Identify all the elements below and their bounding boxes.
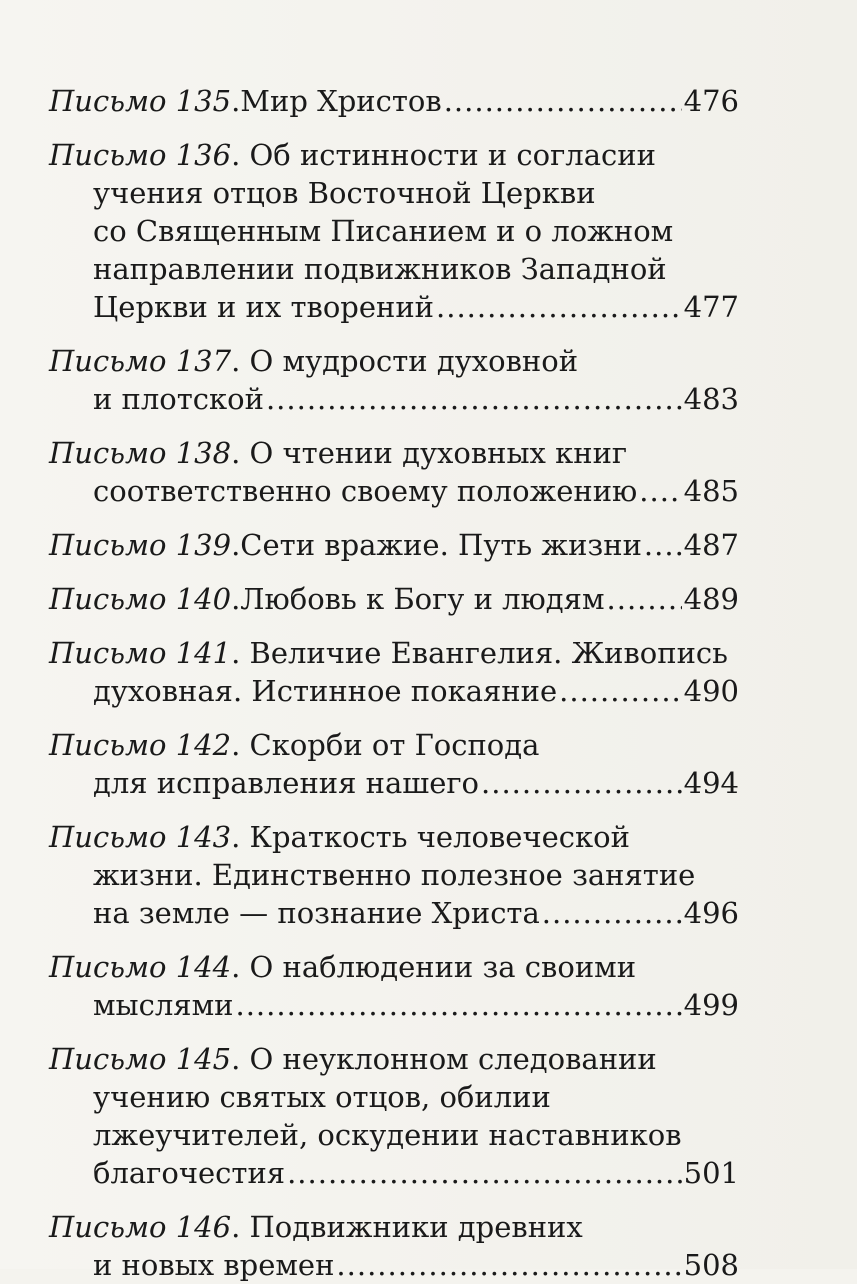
toc-entry-line: [49, 986, 739, 1024]
entry-title: жизни. Единственно полезное занятие: [93, 858, 696, 892]
entry-title: Сети вражие. Путь жизни: [240, 528, 642, 562]
letter-label: Письмо 143: [49, 820, 232, 854]
toc-entry-line: Письмо 137. О мудрости духовной: [49, 344, 579, 378]
toc-entry-line: [49, 764, 739, 802]
letter-label: Письмо 139: [49, 528, 232, 562]
toc-entry-line: Письмо 141. Величие Евангелия. Живопись: [49, 636, 728, 670]
page-number: 494: [683, 766, 739, 800]
toc-entry-line: [49, 1116, 739, 1154]
page-number: 499: [683, 988, 739, 1022]
page-number: 487: [683, 528, 739, 562]
toc-entry: [49, 82, 739, 120]
entry-title: на земле — познание Христа: [93, 896, 540, 930]
entry-title: лжеучителей, оскудении наставников: [93, 1118, 682, 1152]
dot-leader: [235, 986, 681, 1024]
entry-title: О чтении духовных книг: [249, 436, 628, 470]
entry-title: и плотской: [93, 382, 264, 416]
toc-entry-line: Письмо 138. О чтении духовных книг: [49, 436, 628, 470]
letter-label: Письмо 138: [49, 436, 232, 470]
toc-entry-line: Письмо 140 . Любовь к Богу и людям ..... 489: [49, 580, 739, 618]
page-number: 501: [683, 1156, 739, 1190]
toc-entry-line: [49, 288, 739, 326]
page-number: 476: [683, 84, 739, 118]
entry-title: направлении подвижников Западной: [93, 252, 667, 286]
page-number: 496: [683, 896, 739, 930]
page-number: 485: [683, 474, 739, 508]
entry-title: Мир Христов: [240, 84, 442, 118]
dot-leader: [266, 380, 682, 418]
entry-title: учению святых отцов, обилии: [93, 1080, 551, 1114]
toc-entry: [49, 434, 739, 510]
entry-title: мыслями: [93, 988, 234, 1022]
dot-leader: [542, 894, 682, 932]
letter-label: Письмо 146: [49, 1210, 232, 1244]
page-number: 483: [683, 382, 739, 416]
dot-leader: [444, 82, 682, 120]
toc-entry-line: [49, 472, 739, 510]
letter-label: Письмо 144: [49, 950, 232, 984]
toc-entry-line: Письмо 146. Подвижники древних: [49, 1210, 583, 1244]
letter-label: Письмо 140: [49, 582, 232, 616]
toc-entry-line: [49, 212, 739, 250]
letter-label: Письмо 135: [49, 84, 232, 118]
dot-leader: [559, 672, 682, 710]
toc-entry-line: [49, 672, 739, 710]
entry-title: Скорби от Господа: [249, 728, 540, 762]
toc-entry: [49, 526, 739, 564]
toc-entry-line: [49, 1078, 739, 1116]
toc-entry-line: [49, 1154, 739, 1192]
page-number: 490: [683, 674, 739, 708]
letter-label: Письмо 141: [49, 636, 232, 670]
dot-leader: [607, 580, 682, 618]
entry-title: О неуклонном следовании: [249, 1042, 657, 1076]
dot-leader: [644, 526, 682, 564]
toc-entry-line: Письмо 139 . Сети вражие. Путь жизни ..... 487: [49, 526, 739, 564]
entry-title: О мудрости духовной: [249, 344, 579, 378]
dot-leader: [481, 764, 682, 802]
toc-entry-line: [49, 856, 739, 894]
page-number: 508: [683, 1248, 739, 1282]
toc-entry-line: Письмо 145. О неуклонном следовании: [49, 1042, 657, 1076]
toc-entry-line: Письмо 143. Краткость человеческой: [49, 820, 630, 854]
toc-entry: [49, 136, 739, 326]
entry-title: О наблюдении за своими: [249, 950, 637, 984]
entry-title: Подвижники древних: [249, 1210, 583, 1244]
toc-entry-line: Письмо 135 . Мир Христов ..... 476: [49, 82, 739, 120]
page-number: 477: [683, 290, 739, 324]
toc-entry-line: [49, 380, 739, 418]
entry-title: Об истинности и согласии: [249, 138, 656, 172]
dot-leader: [336, 1246, 681, 1284]
entry-title: Краткость человеческой: [249, 820, 630, 854]
entry-title: для исправления нашего: [93, 766, 480, 800]
toc-entry: [49, 1040, 739, 1192]
entry-title: учения отцов Восточной Церкви: [93, 176, 596, 210]
toc-entry-line: Письмо 144. О наблюдении за своими: [49, 950, 637, 984]
letter-label: Письмо 137: [49, 344, 232, 378]
toc-entry: [49, 1208, 739, 1284]
entry-title: соответственно своему положению: [93, 474, 638, 508]
toc-entry: [49, 818, 739, 932]
toc-entry-line: [49, 174, 739, 212]
entry-title: Церкви и их творений: [93, 290, 435, 324]
entry-title: духовная. Истинное покаяние: [93, 674, 558, 708]
toc-entry: [49, 948, 739, 1024]
entry-title: благочестия: [93, 1156, 286, 1190]
entry-title: и новых времен: [93, 1248, 335, 1282]
toc-entry-line: Письмо 136. Об истинности и согласии: [49, 138, 656, 172]
toc-entry-line: [49, 1246, 739, 1284]
toc-entry: [49, 342, 739, 418]
toc-entry: [49, 634, 739, 710]
toc-entry: [49, 580, 739, 618]
dot-leader: [287, 1154, 682, 1192]
toc-entry: [49, 726, 739, 802]
letter-label: Письмо 142: [49, 728, 232, 762]
letter-label: Письмо 136: [49, 138, 232, 172]
entry-title: со Священным Писанием и о ложном: [93, 214, 674, 248]
dot-leader: [436, 288, 682, 326]
toc-entry-line: [49, 250, 739, 288]
toc-entry-line: Письмо 142. Скорби от Господа: [49, 728, 540, 762]
entry-title: Величие Евангелия. Живопись: [249, 636, 728, 670]
entry-title: Любовь к Богу и людям: [240, 582, 605, 616]
dot-leader: [639, 472, 681, 510]
toc-entry-line: [49, 894, 739, 932]
table-of-contents: [49, 82, 739, 1284]
letter-label: Письмо 145: [49, 1042, 232, 1076]
page-number: 489: [683, 582, 739, 616]
